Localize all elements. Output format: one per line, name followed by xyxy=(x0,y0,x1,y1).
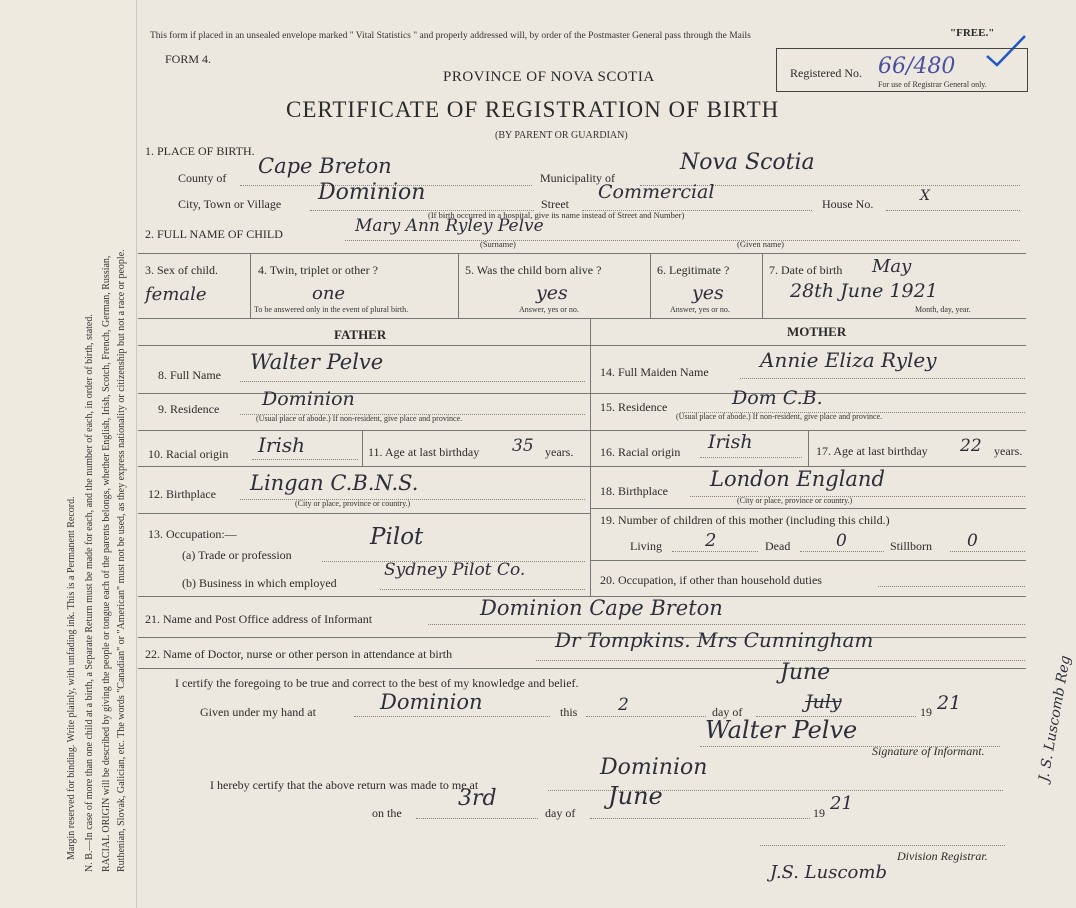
street-label: Street xyxy=(541,197,569,211)
signature-informant-label: Signature of Informant. xyxy=(872,744,985,758)
registrar-text: I hereby certify that the above return was made to me at xyxy=(210,778,479,792)
father-name-label: 8. Full Name xyxy=(158,368,221,382)
day-of-label: day of xyxy=(712,705,743,719)
doctor-value: Dr Tompkins. Mrs Cunningham xyxy=(555,628,874,652)
certificate-title: CERTIFICATE OF REGISTRATION OF BIRTH xyxy=(286,97,780,122)
registrar-year-prefix: 19 xyxy=(813,806,825,820)
house-label: House No. xyxy=(822,197,874,211)
surname-note: (Surname) xyxy=(480,239,516,249)
registrar-side-note: J. S. Luscomb Reg xyxy=(1036,654,1074,783)
trade-label: (a) Trade or profession xyxy=(182,548,292,562)
date-label: 7. Date of birth xyxy=(769,263,843,277)
legitimate-label: 6. Legitimate ? xyxy=(657,263,730,277)
registrar-day-of-label: day of xyxy=(545,806,576,820)
father-name-value: Walter Pelve xyxy=(250,350,384,374)
father-residence-value: Dominion xyxy=(262,388,355,410)
father-racial-label: 10. Racial origin xyxy=(148,447,229,461)
month-struck-value: July xyxy=(805,691,842,713)
this-label: this xyxy=(560,705,578,719)
alive-value: yes xyxy=(536,282,568,304)
date-month: May xyxy=(872,256,912,277)
margin-note-racial-2: Ruthenian, Slovak, Galician, etc. The words "Canadian" or "American" must not be used, as they express nationality or citizenship but not a race or people. xyxy=(116,249,127,872)
registrar-day-value: 3rd xyxy=(458,786,497,811)
mother-birthplace-value: London England xyxy=(710,467,885,491)
father-years: years. xyxy=(545,445,574,459)
twin-note: To be answered only in the event of plural birth. xyxy=(254,305,409,314)
mother-age-value: 22 xyxy=(960,436,982,456)
house-value: X xyxy=(920,188,930,204)
free-note: "FREE." xyxy=(950,27,995,39)
father-age-label: 11. Age at last birthday xyxy=(368,445,480,459)
given-place-value: Dominion xyxy=(380,690,483,714)
county-value: Cape Breton xyxy=(258,154,392,178)
mother-name-value: Annie Eliza Ryley xyxy=(760,348,937,372)
on-the-label: on the xyxy=(372,806,402,820)
postal-note: This form if placed in an unsealed envelope marked " Vital Statistics " and properly addressed will, by order of the Postmaster General pass through the Mails xyxy=(150,31,751,41)
informant-value: Dominion Cape Breton xyxy=(480,596,723,620)
mother-residence-label: 15. Residence xyxy=(600,400,668,414)
children-count-label: 19. Number of children of this mother (including this child.) xyxy=(600,513,890,527)
margin-note-nb: N. B.—In case of more than one child at a birth, a Separate Return must be made for each, and the number of each, in order of birth, stated. xyxy=(84,314,95,872)
business-value: Sydney Pilot Co. xyxy=(384,560,526,580)
division-registrar-label: Division Registrar. xyxy=(897,849,988,863)
trade-value: Pilot xyxy=(370,524,424,550)
father-residence-note: (Usual place of abode.) If non-resident, give place and province. xyxy=(256,414,463,423)
mother-racial-value: Irish xyxy=(708,431,753,453)
father-heading: FATHER xyxy=(334,327,387,342)
twin-value: one xyxy=(312,283,346,304)
father-residence-label: 9. Residence xyxy=(158,402,220,416)
mother-years: years. xyxy=(994,444,1023,458)
year-prefix: 19 xyxy=(920,705,932,719)
date-note: Month, day, year. xyxy=(915,305,971,314)
given-label: Given under my hand at xyxy=(200,705,316,719)
legitimate-note: Answer, yes or no. xyxy=(670,305,730,314)
father-birthplace-value: Lingan C.B.N.S. xyxy=(250,471,419,495)
business-label: (b) Business in which employed xyxy=(182,576,337,590)
dead-value: 0 xyxy=(836,531,847,551)
certify-text: I certify the foregoing to be true and correct to the best of my knowledge and belief. xyxy=(175,676,579,690)
mother-residence-value: Dom C.B. xyxy=(732,387,823,409)
form-number: FORM 4. xyxy=(165,52,212,66)
registrar-use-note: For use of Registrar General only. xyxy=(878,80,987,89)
registrar-month-value: June xyxy=(608,782,663,810)
mother-name-label: 14. Full Maiden Name xyxy=(600,365,709,379)
alive-label: 5. Was the child born alive ? xyxy=(465,263,602,277)
mother-residence-note: (Usual place of abode.) If non-resident, give place and province. xyxy=(676,412,883,421)
father-age-value: 35 xyxy=(512,436,534,456)
stillborn-value: 0 xyxy=(967,531,978,551)
living-label: Living xyxy=(630,539,662,553)
municipality-label: Municipality of xyxy=(540,171,615,185)
father-racial-value: Irish xyxy=(258,433,306,457)
living-value: 2 xyxy=(705,530,717,551)
mother-birthplace-note: (City or place, province or country.) xyxy=(737,496,853,505)
mother-racial-label: 16. Racial origin xyxy=(600,445,681,459)
city-label: City, Town or Village xyxy=(178,197,282,211)
registered-label: Registered No. xyxy=(790,66,862,80)
city-value: Dominion xyxy=(318,180,426,205)
certificate-subtitle: (BY PARENT OR GUARDIAN) xyxy=(495,130,628,141)
given-name-note: (Given name) xyxy=(737,239,784,249)
father-birthplace-note: (City or place, province or country.) xyxy=(295,499,411,508)
year-value: 21 xyxy=(937,692,962,714)
registrar-place-value: Dominion xyxy=(600,755,708,780)
mother-age-label: 17. Age at last birthday xyxy=(816,444,928,458)
binding-margin xyxy=(0,0,137,908)
municipality-value: Nova Scotia xyxy=(680,150,815,175)
sex-value: female xyxy=(145,284,207,305)
hospital-note: (If birth occurred in a hospital, give its name instead of Street and Number) xyxy=(428,210,685,220)
mother-occupation-label: 20. Occupation, if other than household duties xyxy=(600,573,822,587)
alive-note: Answer, yes or no. xyxy=(519,305,579,314)
registrar-signature: J.S. Luscomb xyxy=(770,862,887,883)
sex-label: 3. Sex of child. xyxy=(145,263,218,277)
street-value: Commercial xyxy=(598,181,715,203)
dead-label: Dead xyxy=(765,539,791,553)
registrar-year-value: 21 xyxy=(830,793,853,814)
margin-note-racial-1: RACIAL ORIGIN will be described by giving the people or tongue each of the parents belongs, whether English, Irish, Scotch, French, German, Russian, xyxy=(101,255,112,872)
father-birthplace-label: 12. Birthplace xyxy=(148,487,216,501)
child-name-value: Mary Ann Ryley Pelve xyxy=(355,216,544,236)
father-occupation-label: 13. Occupation:— xyxy=(148,527,237,541)
informant-signature: Walter Pelve xyxy=(705,716,858,744)
date-value: 28th June 1921 xyxy=(790,280,938,302)
legitimate-value: yes xyxy=(692,282,724,304)
mother-heading: MOTHER xyxy=(787,324,847,339)
place-heading: 1. PLACE OF BIRTH. xyxy=(145,144,255,158)
twin-label: 4. Twin, triplet or other ? xyxy=(258,263,378,277)
mother-birthplace-label: 18. Birthplace xyxy=(600,484,668,498)
child-name-label: 2. FULL NAME OF CHILD xyxy=(145,227,283,241)
month-value: June xyxy=(780,660,831,685)
registered-number: 66/480 xyxy=(878,54,956,79)
province-heading: PROVINCE OF NOVA SCOTIA xyxy=(443,69,655,85)
doctor-label: 22. Name of Doctor, nurse or other person in attendance at birth xyxy=(145,647,453,661)
stillborn-label: Stillborn xyxy=(890,539,933,553)
informant-label: 21. Name and Post Office address of Informant xyxy=(145,612,373,626)
margin-note-binding: Margin reserved for binding. Write plainly, with unfading ink. This is a Permanent Record. xyxy=(66,496,77,860)
county-label: County of xyxy=(178,171,227,185)
given-day-value: 2 xyxy=(618,695,629,715)
